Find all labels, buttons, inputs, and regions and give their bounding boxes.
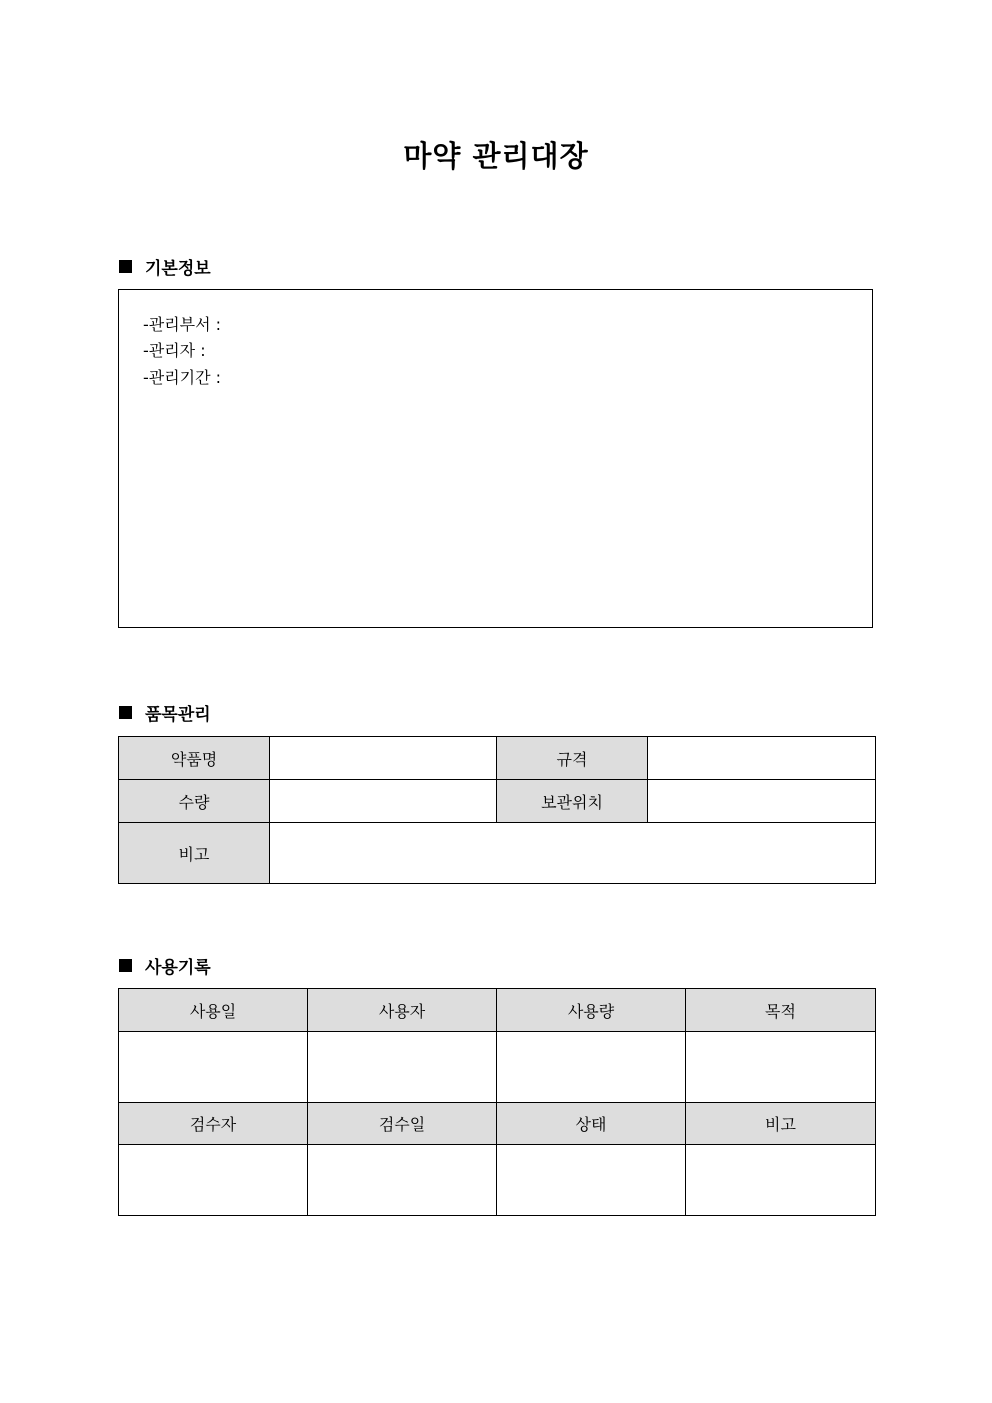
basic-info-box (118, 289, 873, 628)
info-line-period: -관리기간 : (143, 368, 222, 387)
square-bullet-icon (119, 959, 132, 972)
quantity-label: 수량 (119, 780, 270, 823)
info-line-department: -관리부서 : (143, 315, 222, 334)
usage-date-field[interactable] (119, 1032, 308, 1103)
storage-location-label: 보관위치 (497, 780, 648, 823)
table-row (119, 1032, 876, 1103)
usage-remarks-field[interactable] (686, 1145, 876, 1216)
section-heading-label: 기본정보 (145, 259, 211, 279)
storage-location-field[interactable] (648, 780, 876, 823)
section-heading-basic-info (119, 254, 211, 279)
header-user: 사용자 (308, 989, 497, 1032)
document-title: 마약 관리대장 (403, 139, 589, 173)
header-usage-amount: 사용량 (497, 989, 686, 1032)
table-header-row (119, 989, 876, 1032)
section-heading-item-management (119, 700, 211, 725)
drug-name-field[interactable] (270, 737, 497, 780)
header-inspection-date: 검수일 (308, 1103, 497, 1145)
usage-amount-field[interactable] (497, 1032, 686, 1103)
inspector-field[interactable] (119, 1145, 308, 1216)
remarks-field[interactable] (270, 823, 876, 884)
square-bullet-icon (119, 706, 132, 719)
section-heading-usage-record (119, 953, 211, 978)
spec-field[interactable] (648, 737, 876, 780)
quantity-field[interactable] (270, 780, 497, 823)
table-row (119, 1145, 876, 1216)
info-line-manager: -관리자 : (143, 341, 206, 360)
section-heading-label: 사용기록 (145, 958, 211, 978)
square-bullet-icon (119, 260, 132, 273)
status-field[interactable] (497, 1145, 686, 1216)
header-inspector: 검수자 (119, 1103, 308, 1145)
header-usage-date: 사용일 (119, 989, 308, 1032)
table-row (119, 737, 876, 780)
remarks-label: 비고 (119, 823, 270, 884)
table-header-row (119, 1103, 876, 1145)
section-heading-label: 품목관리 (145, 705, 211, 725)
table-row (119, 780, 876, 823)
table-row (119, 823, 876, 884)
inspection-date-field[interactable] (308, 1145, 497, 1216)
drug-name-label: 약품명 (119, 737, 270, 780)
header-purpose: 목적 (686, 989, 876, 1032)
purpose-field[interactable] (686, 1032, 876, 1103)
user-field[interactable] (308, 1032, 497, 1103)
usage-record-table (118, 988, 876, 1216)
spec-label: 규격 (497, 737, 648, 780)
header-status: 상태 (497, 1103, 686, 1145)
header-remarks: 비고 (686, 1103, 876, 1145)
item-management-table (118, 736, 876, 884)
